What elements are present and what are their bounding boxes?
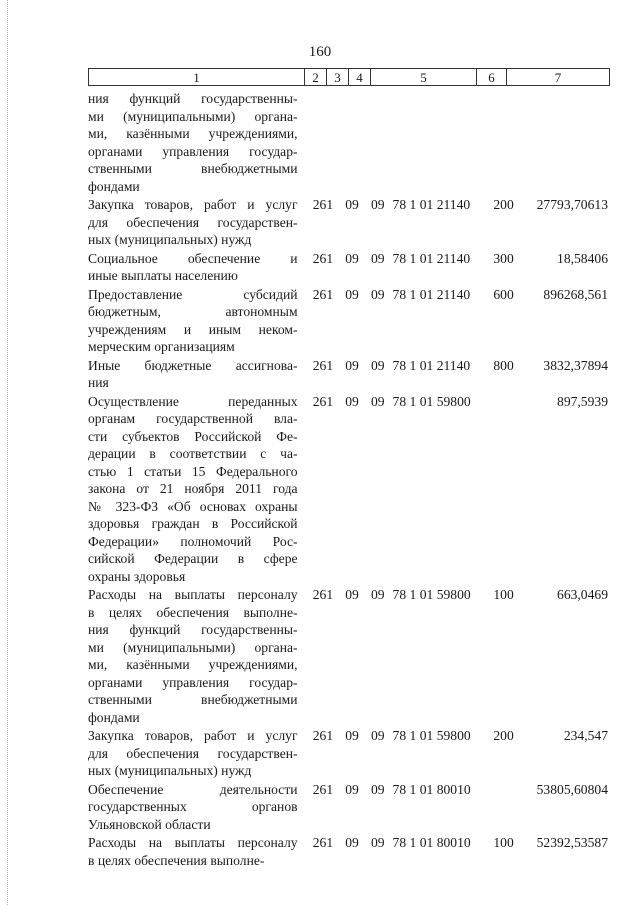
row-cell-c3: 09: [345, 197, 359, 212]
row-cell-c4: 09: [370, 393, 385, 409]
table-row: [88, 781, 608, 834]
description-line: Расходы на выплаты персоналу: [88, 835, 298, 850]
row-cell-c5: 78 1 01 21140: [392, 250, 471, 266]
description-line: Закупка товаров, работ и услуг: [88, 197, 298, 212]
row-cell-c3: 09: [345, 286, 359, 302]
row-cell-c3: 09: [345, 393, 359, 409]
description-line: Расходы на выплаты персоналу: [88, 587, 298, 602]
row-cell-c2: 261: [312, 393, 334, 409]
row-cell-c2: [298, 90, 334, 195]
row-cell-c6: 100: [493, 587, 514, 602]
description-line: дерации в соответствии с ча-: [88, 446, 298, 461]
description-line: фондами: [88, 709, 140, 725]
row-cell-c2: 261: [312, 357, 334, 373]
row-cell-c3: 09: [345, 587, 359, 602]
table-row: [88, 727, 608, 780]
row-cell-c7: 3832,37894: [543, 357, 608, 373]
row-cell-c3: 09: [345, 781, 359, 797]
table-row: [88, 286, 608, 356]
row-cell-c2: 261: [312, 728, 334, 743]
table-row: [88, 834, 608, 869]
description-line: Обеспечение деятельности: [88, 781, 298, 797]
description-line: Иные бюджетные ассигнова-: [88, 357, 298, 373]
row-cell-c4: 09: [370, 357, 385, 373]
header-col-6: 6: [477, 69, 507, 85]
row-cell-c3: 09: [345, 250, 359, 266]
row-cell-c5: 78 1 01 80010: [392, 835, 471, 850]
row-cell-c5: 78 1 01 21140: [392, 357, 471, 373]
row-cell-c7: 663,0469: [557, 587, 608, 602]
description-line: фондами: [88, 178, 140, 194]
header-col-1: 1: [89, 69, 305, 85]
description-line: Социальное обеспечение и: [88, 250, 298, 266]
row-cell-c2: 261: [312, 250, 334, 266]
row-cell-c3: 09: [345, 728, 359, 743]
row-cell-c2: 261: [312, 286, 334, 302]
description-line: органам государственной вла-: [88, 411, 298, 426]
row-cell-c4: 09: [370, 250, 385, 266]
description-line: ми, казёнными учреждениями,: [88, 126, 298, 141]
description-line: сти субъектов Российской Фе-: [88, 428, 298, 444]
description-line: органами управления государ-: [88, 674, 298, 690]
row-description: [88, 586, 298, 726]
description-line: Осуществление переданных: [88, 393, 298, 409]
row-cell-c3: [333, 90, 359, 195]
row-description: [88, 727, 298, 780]
table-row: [88, 393, 608, 586]
row-cell-c6: 600: [493, 286, 514, 302]
description-line: мерческим организациям: [88, 339, 235, 354]
description-line: № 323-ФЗ «Об основах охраны: [88, 498, 298, 514]
page-number: 160: [308, 44, 332, 60]
row-cell-c6: [493, 90, 523, 195]
table-header: [88, 68, 610, 86]
header-col-4: 4: [349, 69, 371, 85]
row-description: [88, 781, 298, 834]
description-line: ния функций государственны-: [88, 622, 298, 637]
description-line: учреждениям и иным неком-: [88, 321, 298, 337]
description-line: ми, казёнными учреждениями,: [88, 657, 298, 672]
description-line: ственными внебюджетными: [88, 692, 298, 707]
row-cell-c6: [493, 781, 523, 834]
row-cell-c5: 78 1 01 21140: [392, 286, 471, 302]
row-cell-c7: [523, 90, 608, 195]
header-col-7: 7: [554, 70, 562, 85]
row-cell-c6: 800: [493, 357, 514, 373]
description-line: государственных органов: [88, 799, 298, 814]
row-cell-c2: 261: [312, 587, 334, 602]
description-line: закона от 21 ноября 2011 года: [88, 481, 298, 496]
description-line: в целях обеспечения выполне-: [88, 604, 298, 620]
row-cell-c3: 09: [345, 357, 359, 373]
row-cell-c5: 78 1 01 80010: [392, 781, 471, 797]
row-cell-c6: 100: [493, 835, 514, 850]
row-cell-c3: 09: [345, 835, 359, 850]
table-row: [88, 90, 608, 195]
row-cell-c4: 09: [370, 781, 385, 797]
row-description: [88, 90, 298, 195]
header-col-2: 2: [305, 69, 327, 85]
table-body: [88, 90, 608, 870]
table-row: [88, 357, 608, 392]
row-cell-c4: 09: [370, 728, 385, 743]
description-line: Предоставление субсидий: [88, 286, 298, 302]
description-line: в целях обеспечения выполне-: [88, 852, 265, 868]
description-line: для обеспечения государствен-: [88, 214, 298, 230]
description-line: ми (муниципальными) органа-: [88, 639, 298, 655]
description-line: ных (муниципальных) нужд: [88, 232, 252, 247]
description-line: для обеспечения государствен-: [88, 745, 298, 761]
row-cell-c5: 78 1 01 59800: [392, 587, 471, 602]
row-cell-c7: 52392,53587: [536, 835, 608, 850]
description-line: стью 1 статьи 15 Федерального: [88, 463, 298, 479]
row-cell-c4: 09: [370, 587, 385, 602]
row-cell-c6: 200: [493, 197, 514, 212]
header-col-5: 5: [371, 69, 477, 85]
row-cell-c6: [493, 393, 523, 586]
row-cell-c5: 78 1 01 59800: [392, 728, 471, 743]
header-col-3: 3: [327, 69, 349, 85]
row-cell-c2: 261: [312, 781, 334, 797]
row-description: [88, 250, 298, 285]
row-cell-c7: 896268,561: [543, 286, 608, 302]
row-cell-c6: 200: [493, 728, 514, 743]
row-description: [88, 393, 298, 586]
row-cell-c2: 261: [312, 197, 334, 212]
row-cell-c4: [359, 90, 385, 195]
row-cell-c5: 78 1 01 59800: [392, 393, 471, 409]
description-line: ственными внебюджетными: [88, 161, 298, 176]
scan-margin-line: [7, 0, 22, 905]
row-cell-c7: 18,58406: [557, 250, 608, 266]
description-line: ния: [88, 375, 109, 390]
description-line: бюджетным, автономным: [88, 304, 298, 319]
row-cell-c4: 09: [370, 835, 385, 850]
description-line: охраны здоровья: [88, 568, 186, 584]
row-description: [88, 286, 298, 356]
description-line: сийской Федерации в сфере: [88, 551, 298, 566]
row-cell-c4: 09: [370, 286, 385, 302]
row-description: [88, 196, 298, 249]
row-cell-c5: [385, 90, 494, 195]
description-line: органами управления государ-: [88, 143, 298, 159]
row-cell-c7: 234,547: [563, 728, 608, 743]
description-line: иные выплаты населению: [88, 268, 238, 283]
row-description: [88, 834, 298, 869]
description-line: ния функций государственны-: [88, 91, 298, 106]
row-cell-c7: 897,5939: [557, 393, 608, 409]
table-row: [88, 196, 608, 249]
row-description: [88, 357, 298, 392]
description-line: Ульяновской области: [88, 816, 211, 832]
table-row: [88, 250, 608, 285]
description-line: Закупка товаров, работ и услуг: [88, 728, 298, 743]
row-cell-c7: 27793,70613: [536, 197, 608, 212]
row-cell-c7: 53805,60804: [536, 781, 608, 797]
table-row: [88, 586, 608, 726]
row-cell-c6: 300: [493, 250, 514, 266]
row-cell-c4: 09: [370, 197, 385, 212]
description-line: здоровья граждан в Российской: [88, 516, 298, 531]
description-line: Федерации» полномочий Рос-: [88, 533, 298, 549]
row-cell-c5: 78 1 01 21140: [392, 197, 471, 212]
description-line: ных (муниципальных) нужд: [88, 763, 252, 778]
row-cell-c2: 261: [312, 835, 334, 850]
description-line: ми (муниципальными) органа-: [88, 108, 298, 124]
